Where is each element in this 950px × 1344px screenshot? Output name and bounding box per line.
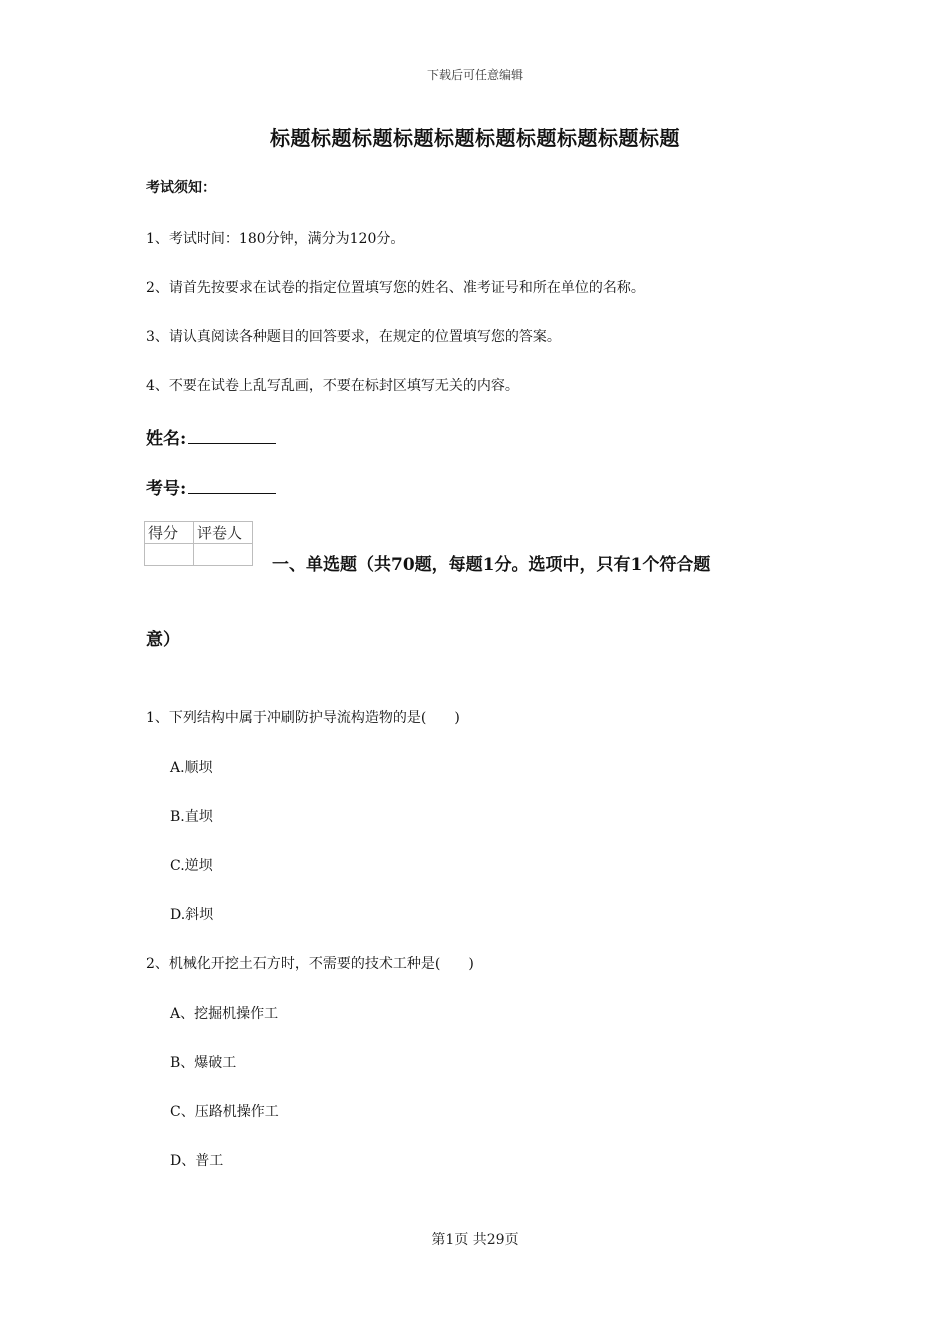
- question-1: 1、下列结构中属于冲刷防护导流构造物的是( ): [146, 710, 460, 726]
- score-table-header-row: [145, 522, 253, 544]
- question-2-option-d[interactable]: D、普工: [170, 1153, 224, 1169]
- notice-item: 1、考试时间：180分钟，满分为120分。: [146, 231, 405, 247]
- notice-item: 2、请首先按要求在试卷的指定位置填写您的姓名、准考证号和所在单位的名称。: [146, 280, 645, 296]
- question-1-option-b[interactable]: B.直坝: [170, 809, 213, 825]
- score-table: [144, 521, 253, 566]
- question-2: 2、机械化开挖土石方时，不需要的技术工种是( ): [146, 956, 474, 972]
- question-1-option-c[interactable]: C.逆坝: [170, 858, 213, 874]
- page-footer: 第1页 共29页: [431, 1232, 519, 1248]
- section-title: 一、单选题（共70题，每题1分。选项中，只有1个符合题: [272, 555, 711, 575]
- grader-cell[interactable]: [194, 544, 253, 566]
- question-2-option-c[interactable]: C、压路机操作工: [170, 1104, 279, 1120]
- notice-item: 4、不要在试卷上乱写乱画，不要在标封区填写无关的内容。: [146, 378, 519, 394]
- question-2-option-b[interactable]: B、爆破工: [170, 1055, 237, 1071]
- score-header: 得分: [145, 522, 194, 544]
- score-table-input-row: [145, 544, 253, 566]
- name-blank[interactable]: [188, 427, 276, 444]
- exam-number-label: 考号:: [146, 479, 187, 499]
- question-2-option-a[interactable]: A、挖掘机操作工: [170, 1006, 279, 1022]
- question-1-option-a[interactable]: A.顺坝: [170, 760, 213, 776]
- name-field[interactable]: [146, 424, 276, 449]
- exam-number-blank[interactable]: [188, 477, 276, 494]
- name-label: 姓名:: [146, 429, 187, 449]
- exam-number-field[interactable]: [146, 474, 276, 499]
- header-note: 下载后可任意编辑: [426, 68, 523, 82]
- notice-heading: 考试须知：: [146, 180, 216, 196]
- question-1-option-d[interactable]: D.斜坝: [170, 907, 214, 923]
- grader-header: 评卷人: [194, 522, 253, 544]
- score-cell[interactable]: [145, 544, 194, 566]
- notice-item: 3、请认真阅读各种题目的回答要求，在规定的位置填写您的答案。: [146, 329, 561, 345]
- section-title-continued: 意）: [146, 630, 180, 650]
- document-title: 标题标题标题标题标题标题标题标题标题标题: [270, 126, 680, 150]
